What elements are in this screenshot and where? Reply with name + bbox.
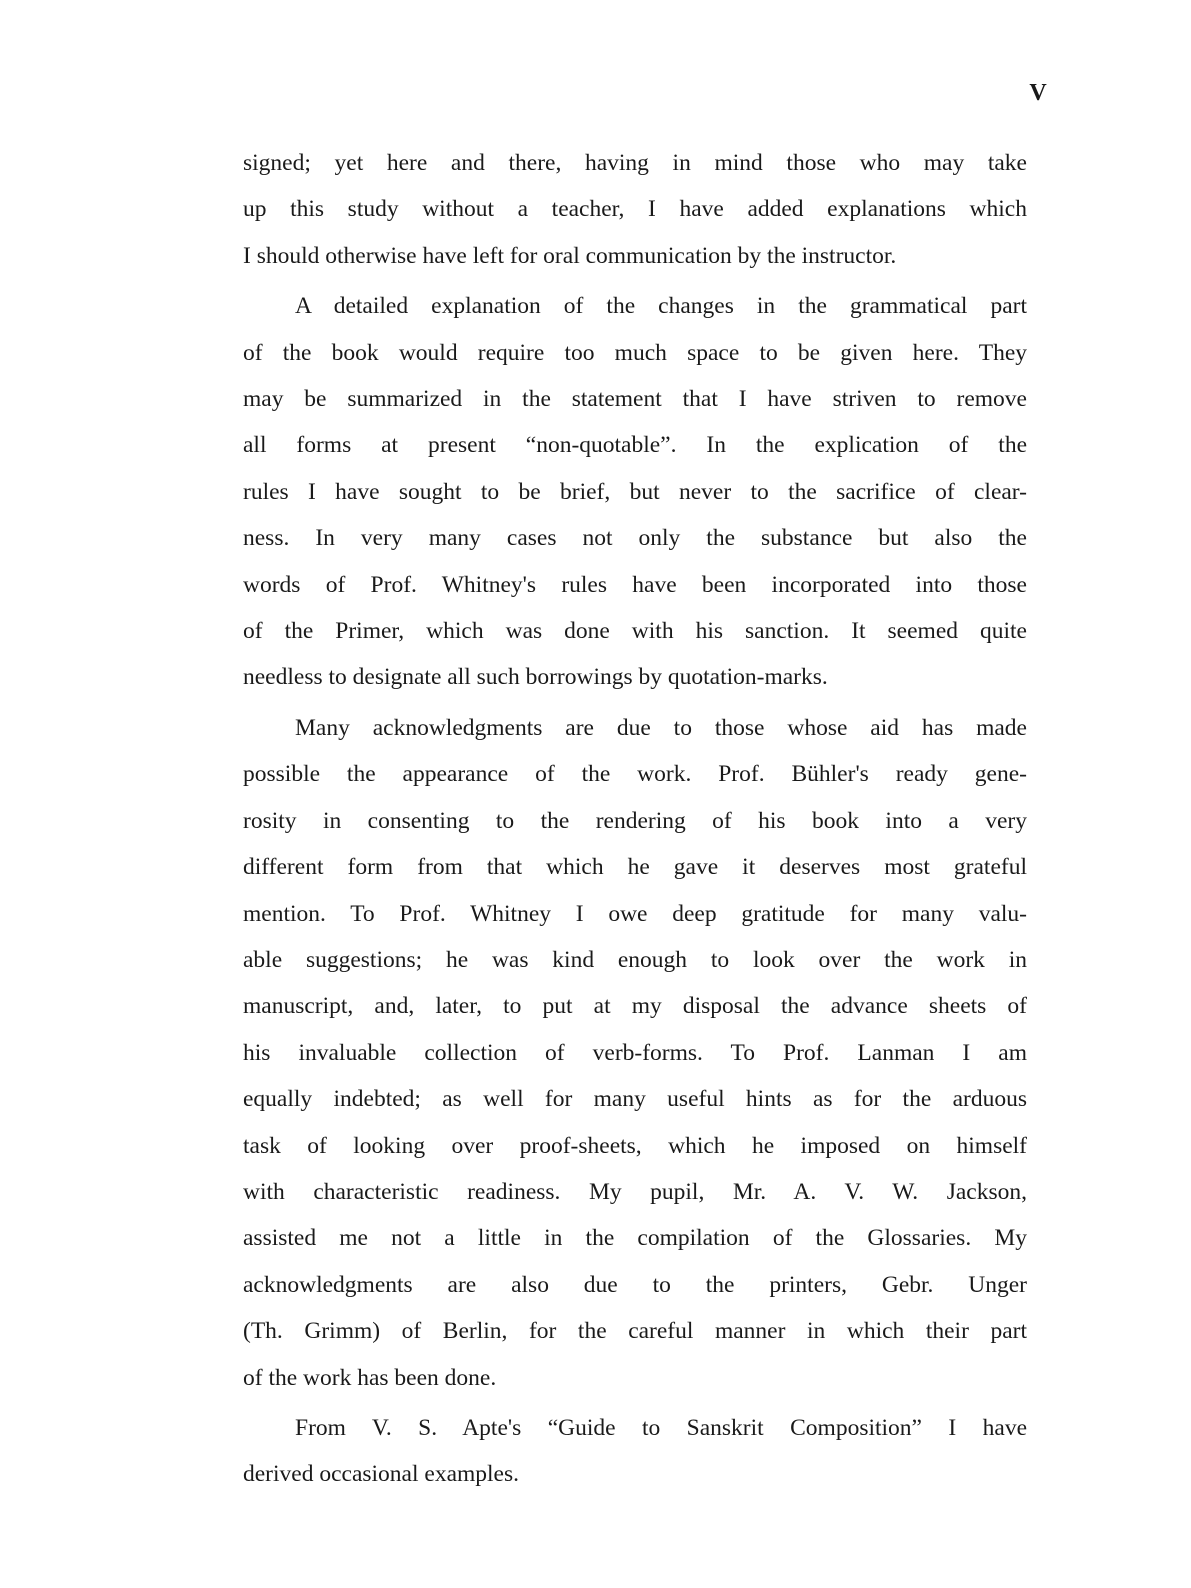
text-line: may be summarized in the statement that I have striven to remove xyxy=(243,386,1027,413)
text-line: Many acknowledgments are due to those whose aid has made xyxy=(295,714,1027,741)
text-line: needless to designate all such borrowings by quotation-marks. xyxy=(243,664,828,691)
text-line: assisted me not a little in the compilation of the Glossaries. My xyxy=(243,1225,1027,1252)
text-line: possible the appearance of the work. Prof. Bühler's ready gene- xyxy=(243,761,1027,788)
text-line: of the work has been done. xyxy=(243,1364,497,1391)
page-number: V xyxy=(1029,80,1047,106)
text-line: words of Prof. Whitney's rules have been incorporated into those xyxy=(243,571,1027,598)
text-line: I should otherwise have left for oral communication by the instructor. xyxy=(243,242,897,269)
text-line: equally indebted; as well for many useful hints as for the arduous xyxy=(243,1086,1027,1113)
paragraph-2 xyxy=(243,283,1027,701)
preface-body xyxy=(243,140,1027,1502)
paragraph-3 xyxy=(243,705,1027,1401)
text-line: mention. To Prof. Whitney I owe deep gratitude for many valu- xyxy=(243,900,1027,927)
text-line: A detailed explanation of the changes in the grammatical part xyxy=(295,293,1027,320)
text-line: able suggestions; he was kind enough to look over the work in xyxy=(243,946,1027,973)
text-line: derived occasional examples. xyxy=(243,1461,520,1488)
text-line: all forms at present “non-quotable”. In the explication of the xyxy=(243,432,1027,459)
text-line: acknowledgments are also due to the printers, Gebr. Unger xyxy=(243,1271,1027,1298)
text-line: task of looking over proof-sheets, which he imposed on himself xyxy=(243,1132,1027,1159)
text-line: of the book would require too much space to be given here. They xyxy=(243,339,1027,366)
text-line: rules I have sought to be brief, but never to the sacrifice of clear- xyxy=(243,478,1027,505)
text-line: signed; yet here and there, having in mind those who may take xyxy=(243,150,1027,176)
paragraph-4 xyxy=(243,1405,1027,1498)
text-line: of the Primer, which was done with his sanction. It seemed quite xyxy=(243,618,1027,645)
text-line: rosity in consenting to the rendering of his book into a very xyxy=(243,807,1027,834)
text-line: ness. In very many cases not only the substance but also the xyxy=(243,525,1027,552)
text-line: different form from that which he gave it deserves most grateful xyxy=(243,854,1027,881)
text-line: (Th. Grimm) of Berlin, for the careful manner in which their part xyxy=(243,1318,1027,1345)
text-line: From V. S. Apte's “Guide to Sanskrit Composition” I have xyxy=(295,1414,1027,1441)
text-line: manuscript, and, later, to put at my disposal the advance sheets of xyxy=(243,993,1027,1020)
text-line: up this study without a teacher, I have added explanations which xyxy=(243,196,1027,223)
paragraph-1 xyxy=(243,140,1027,279)
text-line: his invaluable collection of verb-forms. To Prof. Lanman I am xyxy=(243,1039,1027,1066)
text-line: with characteristic readiness. My pupil, Mr. A. V. W. Jackson, xyxy=(243,1178,1027,1205)
